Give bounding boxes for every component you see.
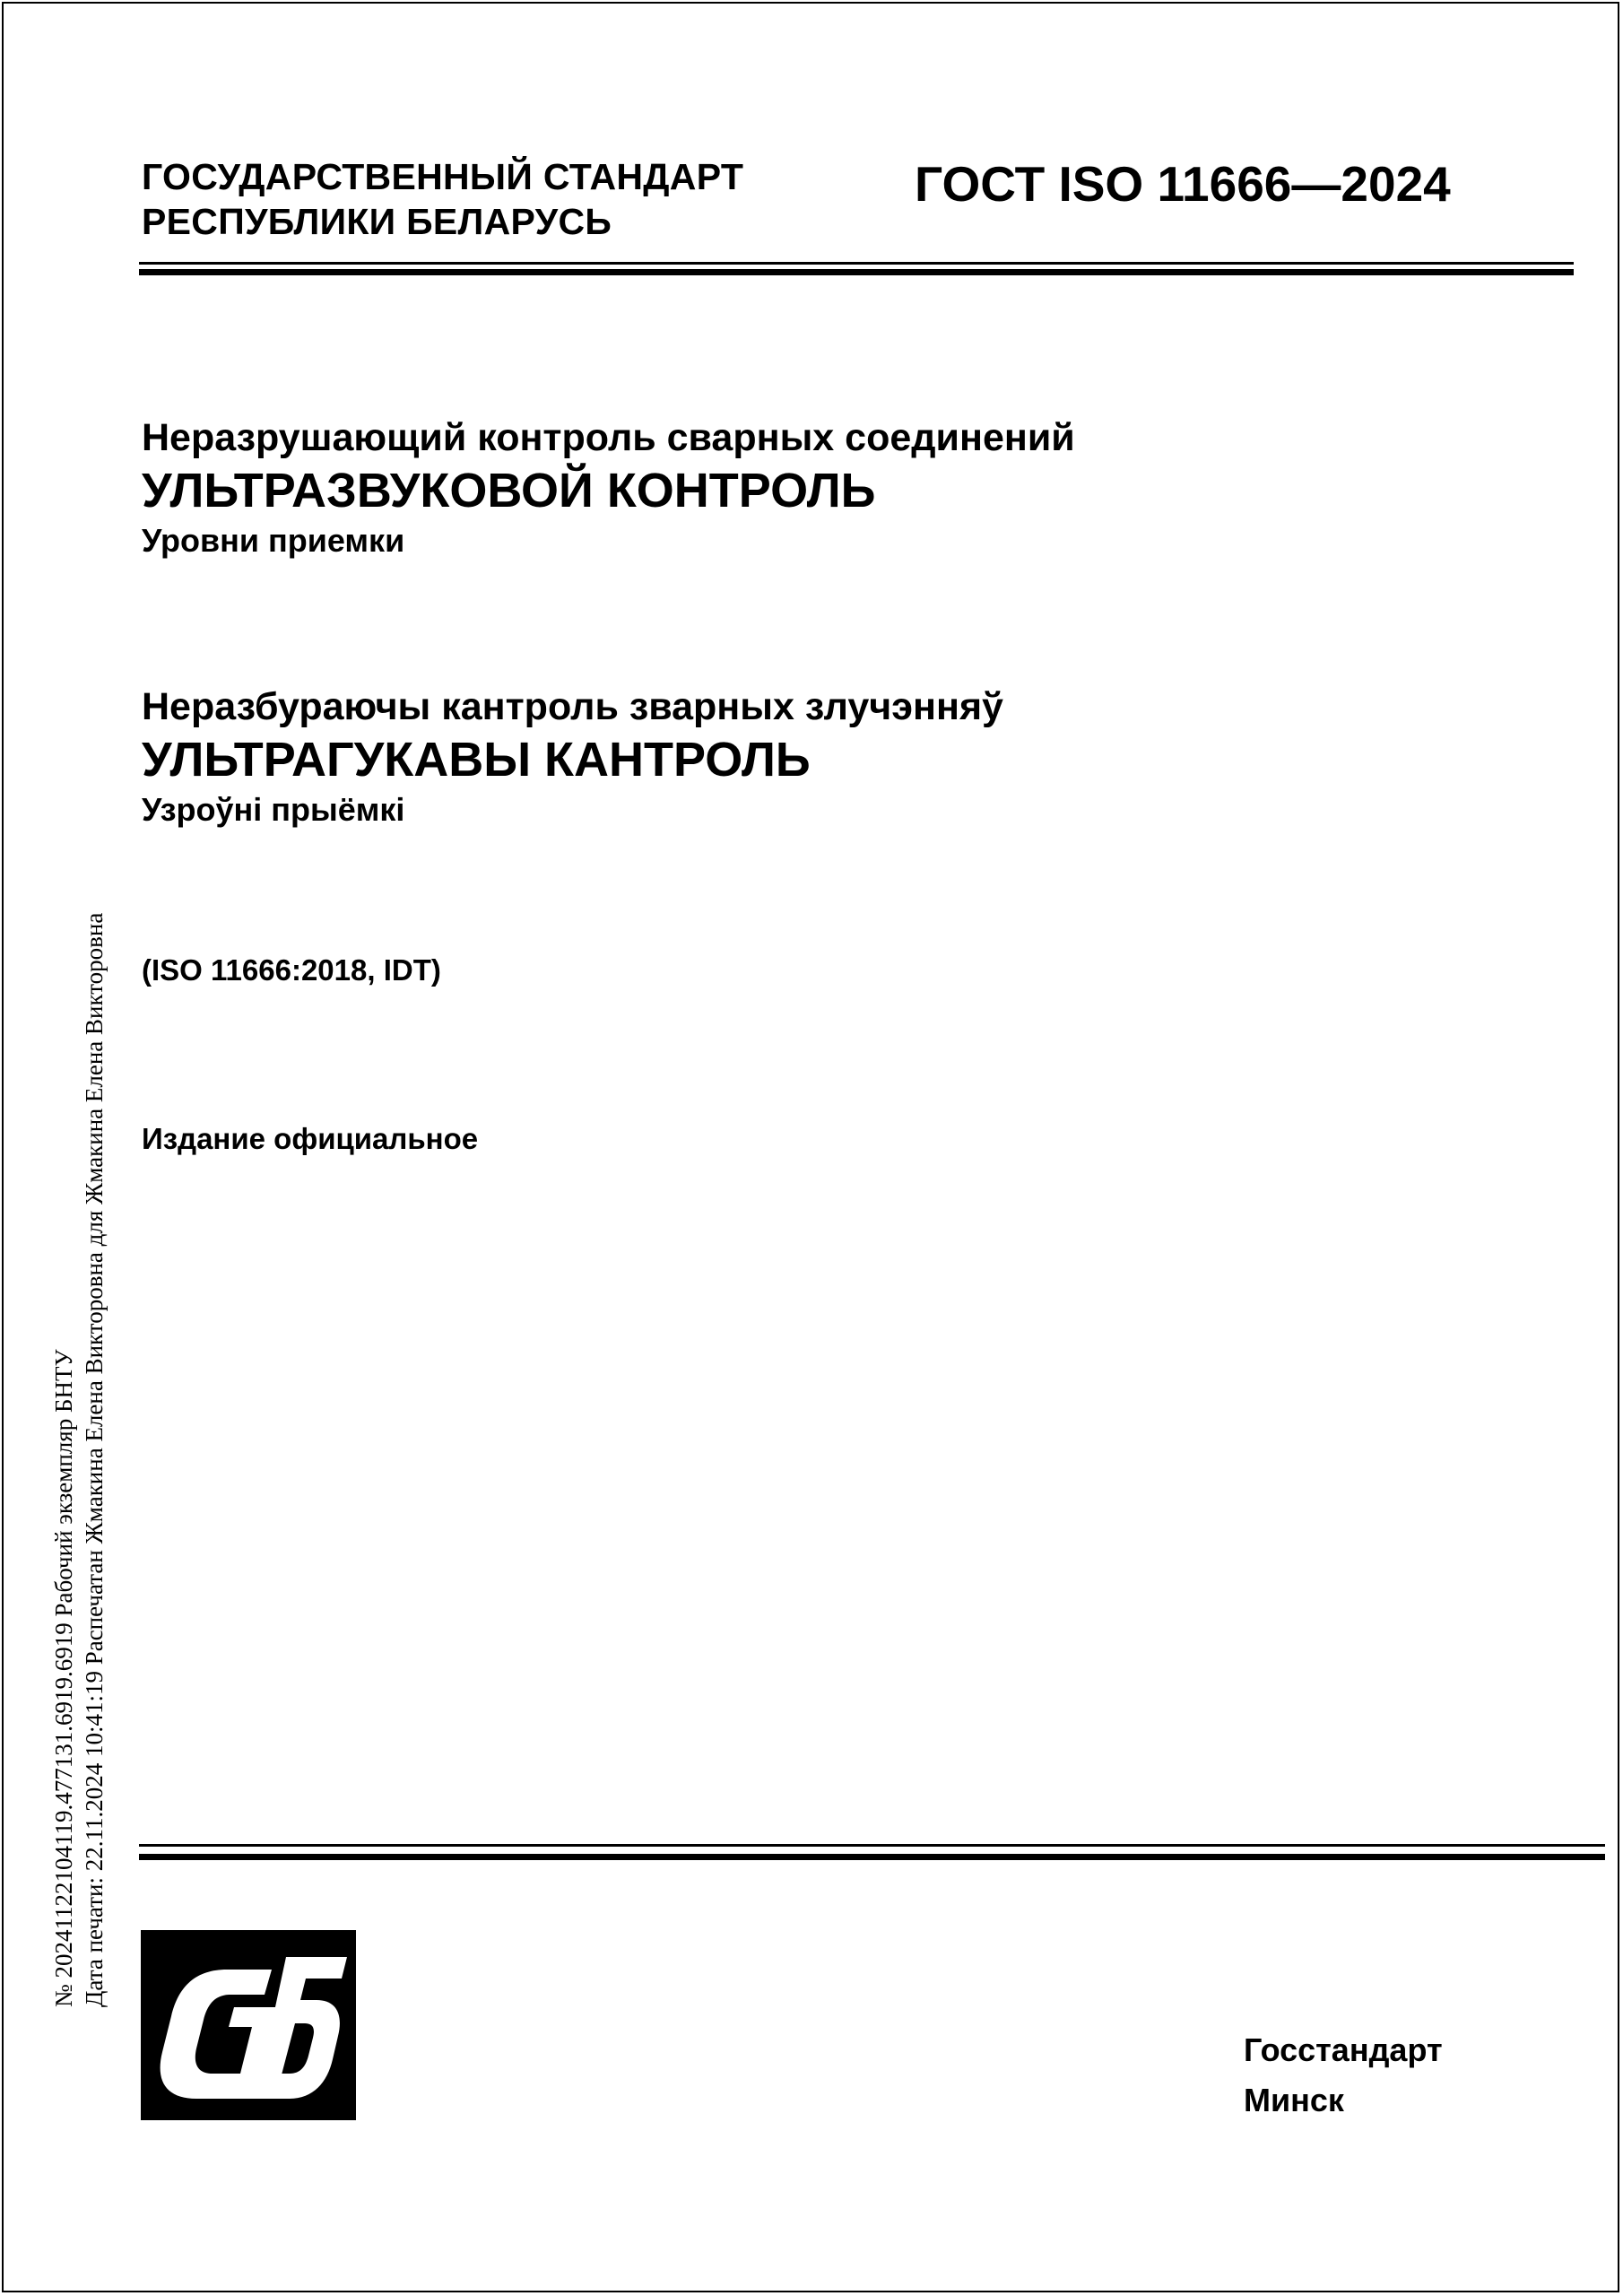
edition-note: Издание официальное [142, 1122, 479, 1155]
issuing-authority [142, 154, 743, 244]
title-by-line-2: УЛЬТРАГУКАВЫ КАНТРОЛЬ [142, 733, 811, 787]
title-ru-line-1: Неразрушающий контроль сварных соединений [142, 416, 1075, 459]
title-russian [142, 414, 1075, 561]
publisher [1244, 2025, 1443, 2126]
title-by-line-1: Неразбураючы кантроль зварных злучэнняў [142, 685, 1003, 728]
header-divider-thin [139, 262, 1574, 265]
iso-reference: (ISO 11666:2018, IDT) [142, 953, 441, 987]
print-stamp-line-2: Дата печати: 22.11.2024 10:41:19 Распечатан Жмакина Елена Викторовна для Жмакина Елена Викторовна [81, 912, 108, 2007]
publisher-city: Минск [1244, 2082, 1344, 2118]
print-stamp-line-1: № 20241122104119.477131.6919.6919 Рабочий экземпляр БНТУ [50, 1349, 77, 2007]
header-divider-thick [139, 269, 1574, 275]
title-ru-line-2: УЛЬТРАЗВУКОВОЙ КОНТРОЛЬ [142, 464, 876, 517]
authority-line-1: ГОСУДАРСТВЕННЫЙ СТАНДАРТ [142, 156, 744, 197]
title-ru-line-3: Уровни приемки [142, 522, 405, 559]
publisher-name: Госстандарт [1244, 2031, 1443, 2068]
stb-logo-icon [141, 1930, 356, 2120]
authority-line-2: РЕСПУБЛИКИ БЕЛАРУСЬ [142, 201, 612, 242]
title-belarusian [142, 683, 1003, 831]
print-stamp [48, 635, 109, 2007]
footer-divider-thick [139, 1854, 1605, 1860]
standard-code: ГОСТ ISO 11666—2024 [915, 156, 1451, 212]
title-by-line-3: Узроўні прыёмкі [142, 791, 405, 828]
footer-divider-thin [139, 1844, 1605, 1847]
